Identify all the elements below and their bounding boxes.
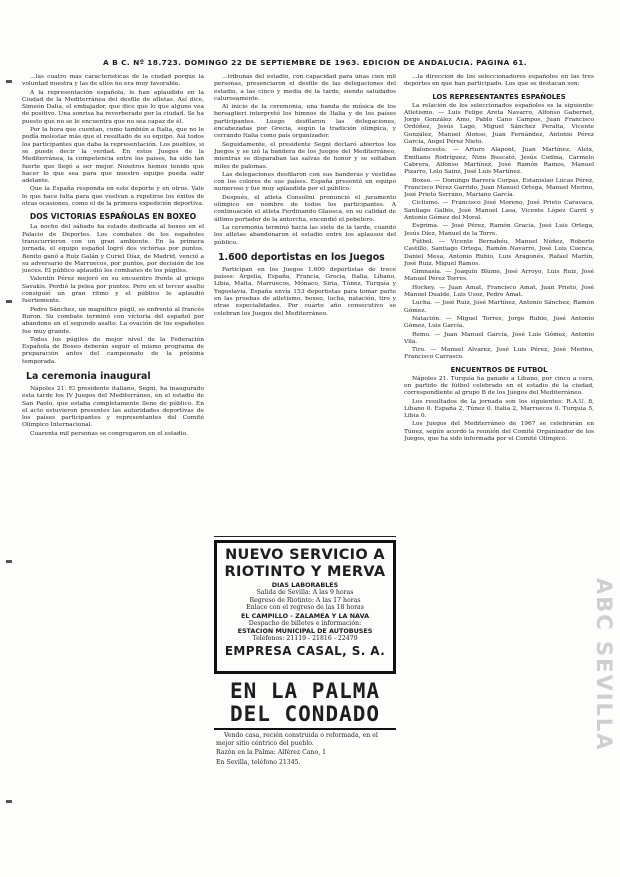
- ad-contact: En Sevilla, teléfono 21345.: [216, 758, 301, 766]
- article-paragraph: ...tribunas del estadio, con capacidad para unas cien mil personas, presenciaron el desfile de las delegaciones del estadio, a las cinco y media de la tarde, siendo saludados calurosamente.: [214, 74, 396, 102]
- ad-headline: EN LA PALMA DEL CONDADO: [214, 680, 396, 730]
- divider: [214, 536, 396, 537]
- article-paragraph: Participan en los Juegos 1.600 deportistas de trece países: Argelia, España, Francia, Grecia, Italia, Líbano, Libia, Malta, Marruecos, Mónaco, Siria, Túnez, Turquía y Yugoslavia. España envía 153 deportistas para tomar parte en las pruebas de atletismo, boxeo, lucha, natación, tiro y otras especialidades. Por cuarto año consecutivo se celebran los Juegos del Mediterráneo.: [214, 266, 396, 317]
- article-paragraph: Tiro. — Manuel Alvarez, José Luis Pérez, José Merino, Francisco Carrasco.: [404, 347, 594, 361]
- article-paragraph: Los Juegos del Mediterráneo de 1967 se celebrarán en Túnez, según acordó la reunión del Comité Organizador de los Juegos, que ha sido informada por el Comité Olímpico.: [404, 421, 594, 443]
- article-paragraph: Valentín Pérez mejoró en su encuentro frente al griego Savakis. Perdió la pelea por puntos. Pero en el tercer asalto consiguió un gran ritmo y el público le aplaudió fuertemente.: [22, 276, 204, 305]
- article-paragraph: Que la España responda en este deporte y en otros. Vale lo que hace falta para que vuelvan a repetirse los éxitos de otras ocasiones, como el de la primera expedición deportiva.: [22, 186, 204, 208]
- real-estate-ad: [214, 680, 396, 848]
- scan-mark: [6, 800, 12, 803]
- article-paragraph: Lucha. — José Ruiz, José Martínez, Antonio Sánchez, Ramón Gómez.: [404, 300, 594, 314]
- ad-info: Despacho de billetes e información:: [248, 619, 362, 627]
- ad-phones: Teléfonos: 21119 - 21816 - 22479: [252, 635, 358, 643]
- section-heading: DOS VICTORIAS ESPAÑOLAS EN BOXEO: [29, 212, 197, 222]
- scan-mark: [6, 80, 12, 83]
- article-paragraph: Seguidamente, el presidente Segni declaró abiertos los Juegos y se izó la bandera de los Juegos del Mediterráneo, mientras se disparaban las salvas de honor y se soltaban miles de palomas.: [214, 141, 396, 170]
- section-heading: 1.600 deportistas en los Juegos: [218, 251, 385, 263]
- ad-headline: NUEVO SERVICIO A: [225, 547, 385, 563]
- article-paragraph: Las delegaciones desfilaron con sus banderas y vestidas con los colores de sus países. España presentó un equipo numeroso y fue muy aplaudida por el público.: [214, 171, 396, 193]
- article-paragraph: La relación de los seleccionados españoles es la siguiente: Atletismo. — Luis Felipe Areta Navarro, Alfonso Gabernet, Jorge González Amo, Pablo Cano Campos, Juan Francisco Ordóñez, Jesús Lago, Miguel Sánchez Peralta, Vicente González, Manuel Alonso, Juan Fernández, Antonio Pérez García, Angel Pérez Nieto.: [404, 102, 594, 146]
- column-1: [22, 74, 204, 864]
- article-paragraph: A la representación española, le han aplaudido en la Ciudad de la Mediterránea del desfile de atletas. Así dice, Simeón Dalia, el embajador, que dice que lo que alguno vea de positivo. Una sonrisa ha reverberado por la ciudad. Se ha puesto que no se le encuentra que no sea capaz de él.: [22, 89, 204, 125]
- ad-text: Vendo casa, recién construida o reformada, en el mejor sitio céntrico del pueblo.: [216, 732, 378, 747]
- section-heading: La ceremonia inaugural: [26, 370, 151, 382]
- article-paragraph: Todos los púgiles de mejor nivel de la Federación Española de Boxeo deberán seguir el mismo programa de preparación antes del campeonato de la próxima temporada.: [22, 336, 204, 365]
- article-paragraph: Gimnasia. — Joaquín Blume, José Arroyo, Luis Ruiz, José Manuel Pérez Torres.: [404, 269, 594, 283]
- article-paragraph: Remo. — Juan Manuel García, José Luis Gómez, Antonio Vila.: [404, 331, 594, 345]
- article-paragraph: Pedro Sánchez, un magnífico púgil, se enfrentó al francés Buron. Su combate terminó con victoria del español por abandono en el segundo asalto. La ovación de los españoles fue muy grande.: [22, 306, 204, 335]
- article-paragraph: La ceremonia terminó hacia las siete de la tarde, cuando los atletas abandonaron el estadio entre los aplausos del público.: [214, 224, 396, 246]
- article-paragraph: ...las cuatro más características de la ciudad porque la voluntad nuestra y las de ellos no era muy favorable.: [22, 74, 204, 88]
- article-paragraph: Hockey. — Juan Amat, Francisco Amat, Juan Prieto, José Manuel Dualde, Luis Usoz, Pedro Amat.: [404, 284, 594, 299]
- bus-service-ad: [214, 540, 396, 674]
- watermark: ABC SEVILLA: [592, 578, 616, 752]
- article-paragraph: Fútbol. — Vicente Bernabéu, Manuel Núñez, Roberto Castillo, Santiago Ortega, Ramón Navarro, José Luis Cuenca, Daniel Mesa, Antonio Rubio, Luis Aragonés, Rafael Martín, José Ruiz, Miguel Ramos.: [404, 238, 594, 267]
- article-paragraph: Natación. — Miguel Torres, Jorge Rubio, José Antonio Gómez, Luis García.: [404, 315, 594, 330]
- ad-return: Regreso de Riotinto: A las 17 horas: [249, 596, 361, 604]
- column-3: [404, 74, 594, 864]
- ad-route: EL CAMPILLO - ZALAMEA Y LA NAVA: [240, 611, 370, 620]
- ad-station: ESTACION MUNICIPAL DE AUTOBUSES: [237, 627, 373, 636]
- article-paragraph: Esgrima. — José Pérez, Ramón Gracia, José Luis Ortega, Jesús Díez, Manuel de la Torre.: [404, 223, 594, 237]
- ad-company: EMPRESA CASAL, S. A.: [224, 643, 386, 658]
- scan-mark: [6, 560, 12, 563]
- article-paragraph: Después, el atleta Consolini pronunció el juramento olímpico en nombre de todos los participantes. A continuación el atleta Ferdinando Glausca, en su calidad de último portador de la antorcha, encendió el pebetero.: [214, 194, 396, 223]
- article-paragraph: Los resultados de la jornada son los siguientes: R.A.U. 8, Líbano 0. España 2, Túnez 0. Italia 2, Marruecos 0. Turquía 5, Libia 0.: [404, 398, 594, 420]
- ad-contact: Razón en la Palma: Alférez Cano, 1: [216, 749, 327, 757]
- column-2: [214, 74, 396, 534]
- ad-headline: RIOTINTO Y MERVA: [224, 564, 386, 580]
- section-heading: LOS REPRESENTANTES ESPAÑOLES: [432, 92, 566, 101]
- article-paragraph: ...la dirección de los seleccionadores españoles en las tres deportes en que han participado. Los que se destacan son:: [404, 74, 594, 88]
- article-paragraph: Nápoles 21. Turquía ha ganado a Líbano, por cinco a cero, en partido de fútbol celebrado en el estadio de la ciudad, correspondiente al grupo B de los Juegos del Mediterráneo.: [404, 375, 594, 397]
- article-paragraph: Boxeo. — Domingo Barrera Corpas, Estanislao Lucas Pérez, Francisco Pérez Garrido, Juan Manuel Ortega, Manuel Merino, José Prieto Serrano, Mariano García.: [404, 177, 594, 199]
- ad-departure: Salida de Sevilla: A las 9 horas: [256, 589, 354, 596]
- ad-days: DIAS LABORABLES: [271, 581, 339, 589]
- article-paragraph: Por la hora que cuentan, como también a Italia, que no le podía molestar más que el resultado de su equipo. Así todos los participantes que daba la representación. Los pueblos, si se puede decir la verdad. En estos Juegos de la Mediterránea, la competencia entre los países, ha sido tan fuerte que llegó a ser mejor. Nosotros hemos tenido que hacer lo que sea para que nuestro equipo pueda salir adelante.: [22, 127, 204, 185]
- article-paragraph: Al inicio de la ceremonia, una banda de música de los bersaglieri interpretó los himnos de Italia y de los países participantes. Luego desfilaron las delegaciones, encabezadas por Grecia, según la tradición olímpica, y cerrando Italia como país organizador.: [214, 104, 396, 140]
- page-header: A B C. Nº 18.723. DOMINGO 22 DE SEPTIEMBRE DE 1963. EDICION DE ANDALUCIA. PAGINA 61.: [103, 58, 527, 67]
- article-paragraph: Nápoles 21. El presidente italiano, Segni, ha inaugurado esta tarde los IV Juegos del Mediterráneo, en el estadio de San Paolo, que estaba completamente lleno de público. En el acto estuvieron presentes las autoridades deportivas de los países participantes y representantes del Comité Olímpico Internacional.: [22, 385, 204, 429]
- scan-mark: [6, 300, 12, 303]
- ad-connection: Enlace con el regreso de las 18 horas: [246, 604, 364, 612]
- section-heading: ENCUENTROS DE FUTBOL: [450, 365, 548, 374]
- article-paragraph: La noche del sábado ha estado dedicada al boxeo en el Palacio de Deportes. Los combates de los españoles transcurrieron con un gran ambiente. En la primera jornada, el equipo español logró dos victorias por puntos. Benito ganó a Ruiz Galán y Curiel Díaz, de Madrid, venció a su adversario de Marruecos, por puntos, por decisión de los jueces. El público aplaudió los combates de los púgiles.: [22, 224, 204, 275]
- article-paragraph: Ciclismo. — Francisco José Moreno, José Prieto Caravaca, Santiago Galbis, José Manuel Lasa, Vicente López Carril y Antonio Gómez del Moral.: [404, 200, 594, 222]
- article-paragraph: Baloncesto. — Arturo Alapont, Juan Martínez, Aleix, Emiliano Rodríguez, Nino Buscató, Jesús Codina, Carmelo Cabrera, Alfonso Martínez, José Ramón Ramos, Manuel Pizarro, Lolo Sainz, José Luis Martínez.: [404, 147, 594, 176]
- article-paragraph: Cuarenta mil personas se congregaron en el estadio.: [30, 430, 188, 437]
